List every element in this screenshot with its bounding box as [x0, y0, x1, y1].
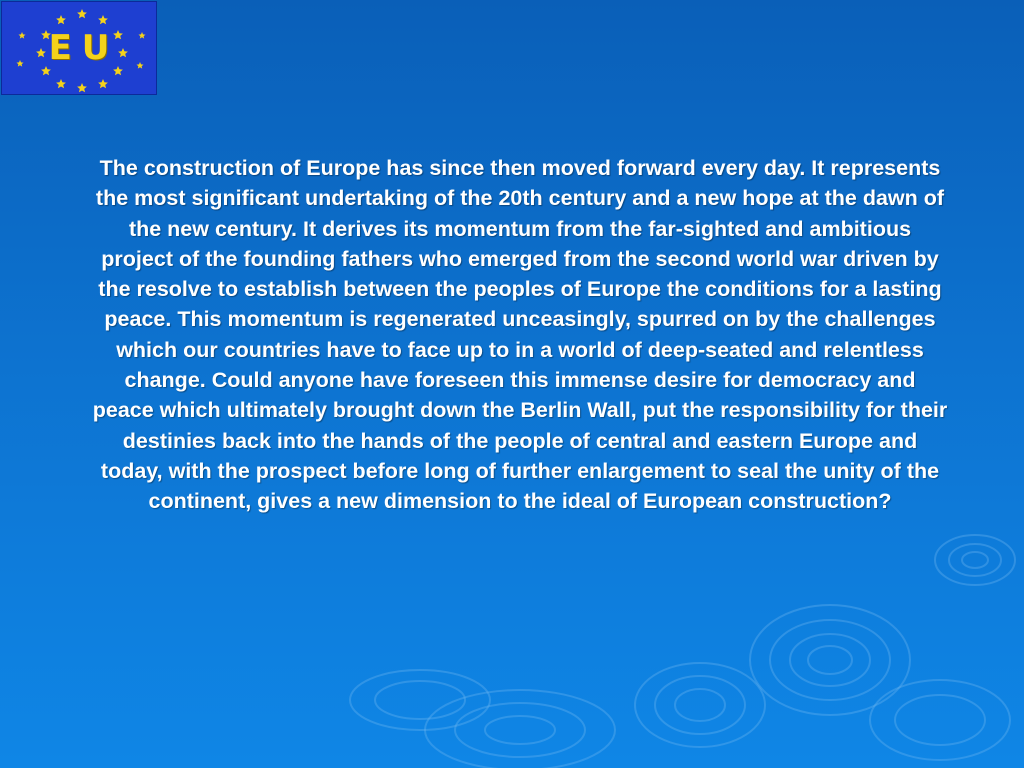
- eu-logo-text: EU: [48, 28, 120, 68]
- slide-body-text: The construction of Europe has since then moved forward every day. It represents the most significant undertaking of the 20th century and a new hope at the dawn of the new century. It derives its momentum from the far-sighted and ambitious project of the founding fathers who emerged from the second world war driven by the resolve to establish between the peoples of Europe the conditions for a lasting peace. This momentum is regenerated unceasingly, spurred on by the challenges which our countries have to face up to in a world of deep-seated and relentless change. Could anyone have foreseen this immense desire for democracy and peace which ultimately brought down the Berlin Wall, put the responsibility for their destinies back into the hands of the people of central and eastern Europe and today, with the prospect before long of further enlargement to seal the unity of the continent, gives a new dimension to the ideal of European construction?: [92, 156, 948, 514]
- eu-logo: [1, 1, 157, 95]
